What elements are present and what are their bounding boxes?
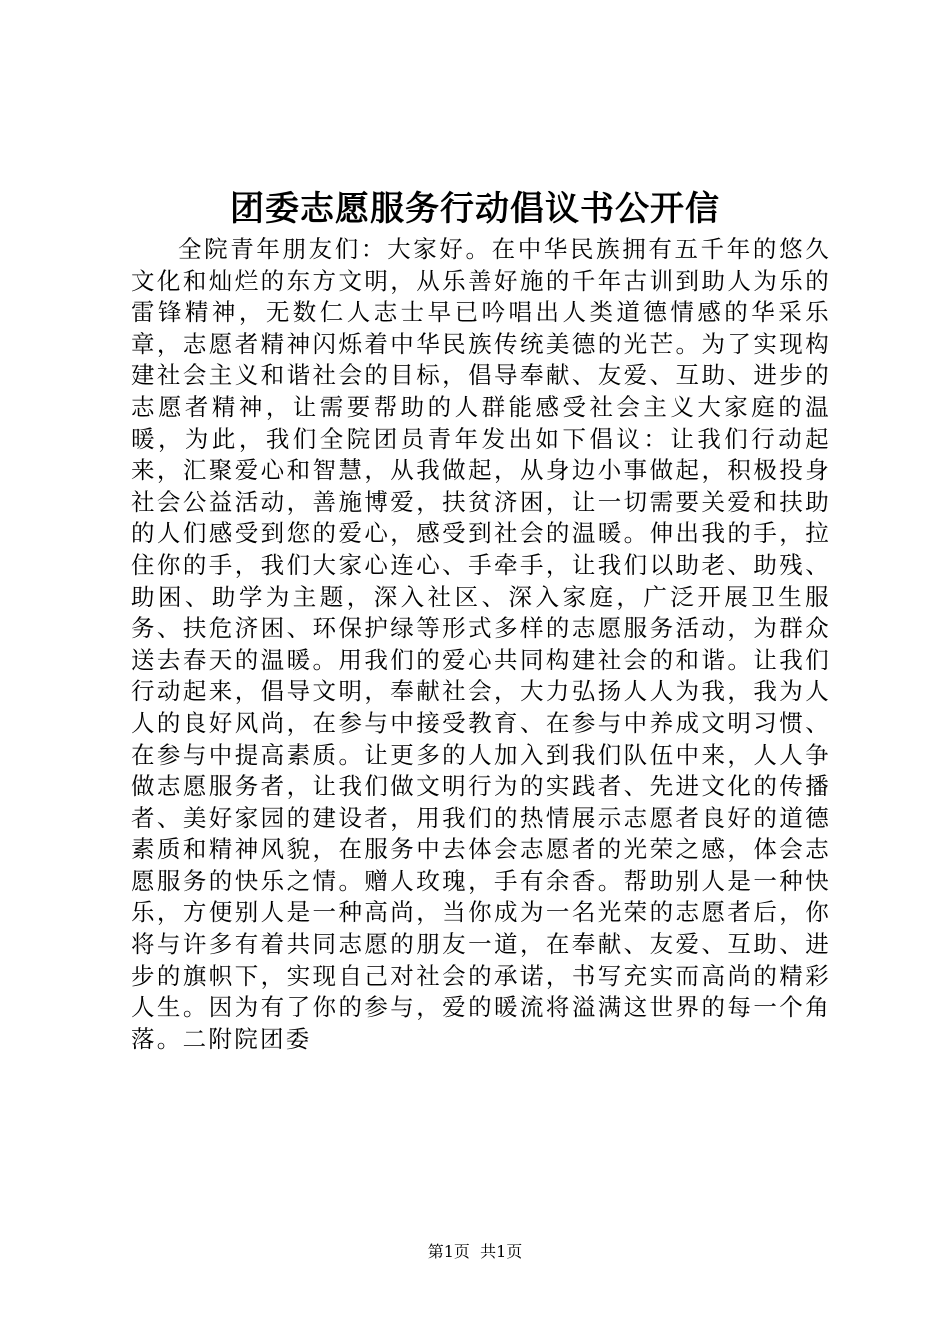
- document-body: 全院青年朋友们：大家好。在中华民族拥有五千年的悠久文化和灿烂的东方文明，从乐善好施的千年古训到助人为乐的雷锋精神，无数仁人志士早已吟唱出人类道德情感的华采乐章，志愿者精神闪烁着中华民族传统美德的光芒。为了实现构建社会主义和谐社会的目标，倡导奉献、友爱、互助、进步的志愿者精神，让需要帮助的人群能感受社会主义大家庭的温暖，为此，我们全院团员青年发出如下倡议：让我们行动起来，汇聚爱心和智慧，从我做起，从身边小事做起，积极投身社会公益活动，善施博爱，扶贫济困，让一切需要关爱和扶助的人们感受到您的爱心，感受到社会的温暖。伸出我的手，拉住你的手，我们大家心连心、手牵手，让我们以助老、助残、助困、助学为主题，深入社区、深入家庭，广泛开展卫生服务、扶危济困、环保护绿等形式多样的志愿服务活动，为群众送去春天的温暖。用我们的爱心共同构建社会的和谐。让我们行动起来，倡导文明，奉献社会，大力弘扬人人为我，我为人人的良好风尚，在参与中接受教育、在参与中养成文明习惯、在参与中提高素质。让更多的人加入到我们队伍中来，人人争做志愿服务者，让我们做文明行为的实践者、先进文化的传播者、美好家园的建设者，用我们的热情展示志愿者良好的道德素质和精神风貌，在服务中去体会志愿者的光荣之感，体会志愿服务的快乐之情。赠人玫瑰，手有余香。帮助别人是一种快乐，方便别人是一种高尚，当你成为一名光荣的志愿者后，你将与许多有着共同志愿的朋友一道，在奉献、友爱、互助、进步的旗帜下，实现自己对社会的承诺，书写充实而高尚的精彩人生。因为有了你的参与，爱的暖流将溢满这世界的每一个角落。二附院团委: [131, 235, 831, 1053]
- page-footer: 第1页 共1页: [427, 1242, 523, 1261]
- document-title: 团委志愿服务行动倡议书公开信: [230, 189, 720, 229]
